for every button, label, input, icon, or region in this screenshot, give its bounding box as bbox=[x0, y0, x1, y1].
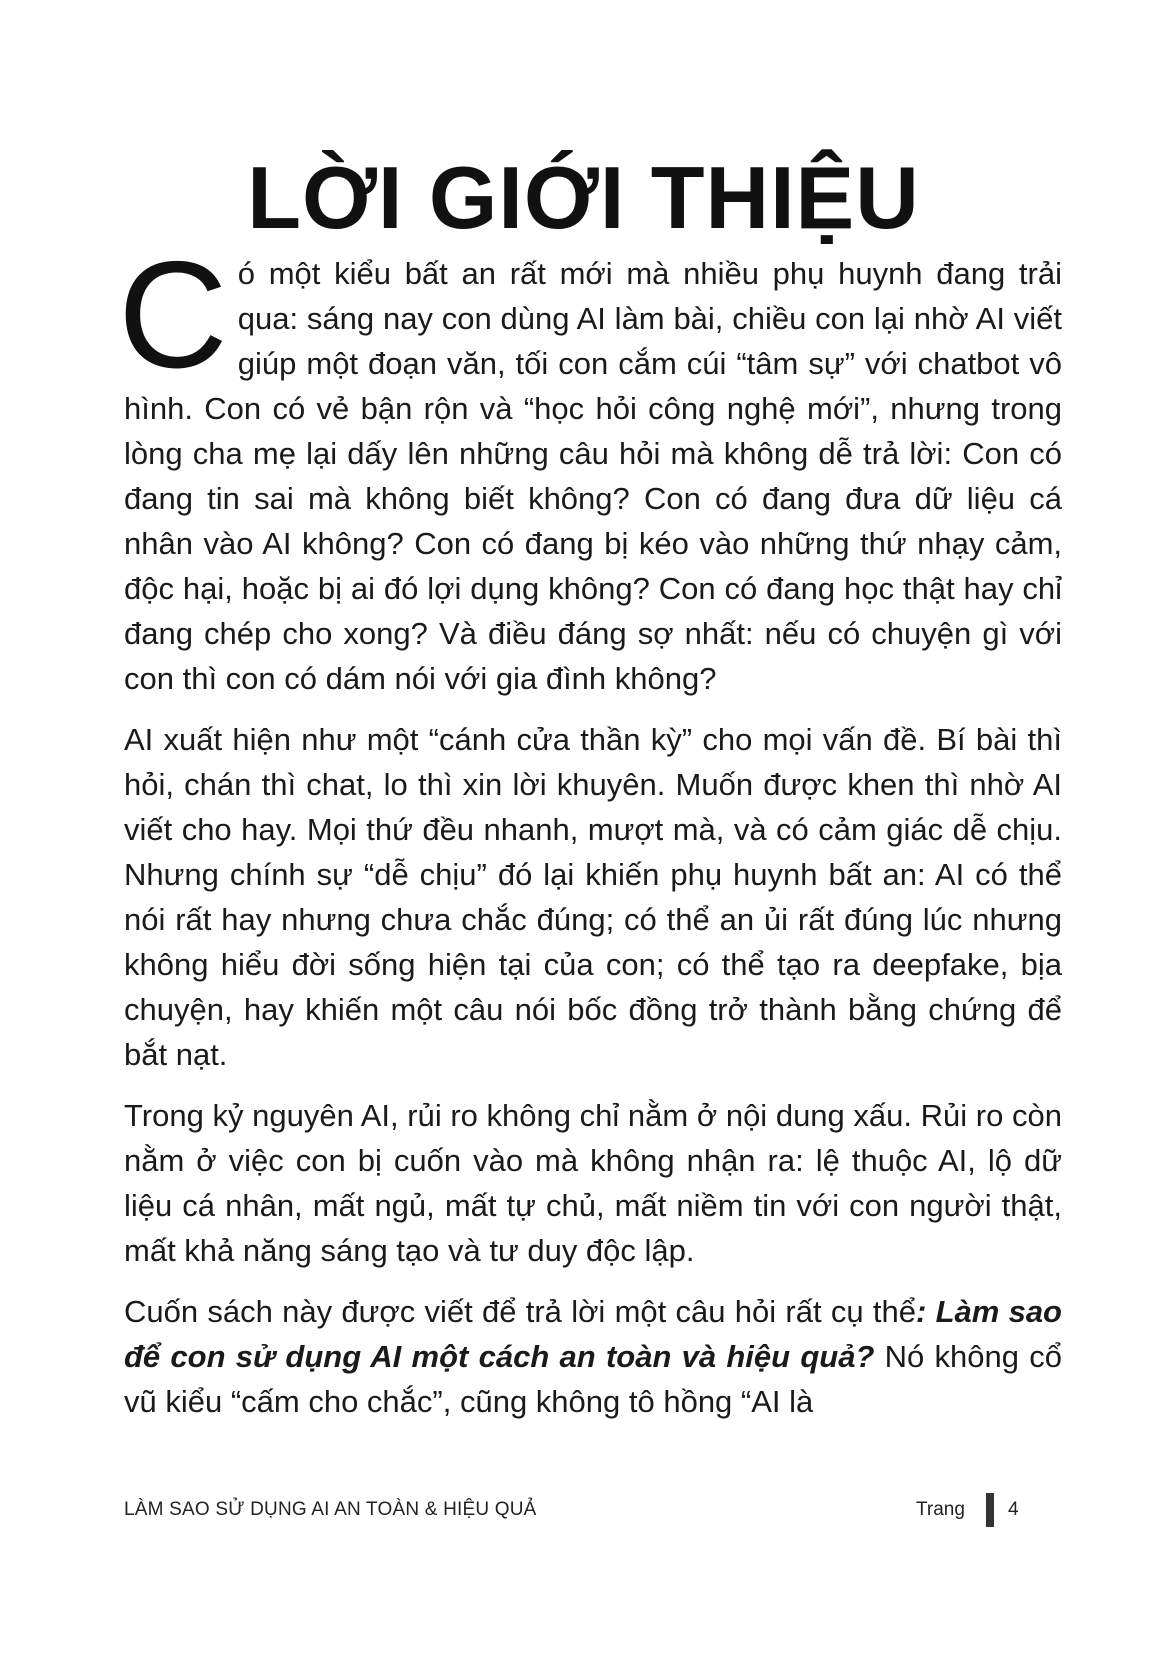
page-footer bbox=[124, 1493, 1019, 1527]
page-title: LỜI GIỚI THIỆU bbox=[247, 148, 920, 247]
paragraph-4 bbox=[124, 1289, 1062, 1424]
paragraph-4-end: Nó không cổ vũ kiểu “cấm cho chắc”, cũng không tô hồng “AI là bbox=[124, 1339, 1062, 1419]
footer-page-label: Trang bbox=[916, 1499, 965, 1520]
paragraph-4-emphasis: : Làm sao để con sử dụng AI một cách an toàn và hiệu quả? bbox=[124, 1294, 1062, 1374]
paragraph-1-text: ó một kiểu bất an rất mới mà nhiều phụ huynh đang trải qua: sáng nay con dùng AI làm bài, chiều con lại nhờ AI viết giúp một đoạn văn, tối con cắm cúi “tâm sự” với chatbot vô hình. Con có vẻ bận rộn và “học hỏi công nghệ mới”, nhưng trong lòng cha mẹ lại dấy lên những câu hỏi mà không dễ trả lời: Con có đang tin sai mà không biết không? Con có đang đưa dữ liệu cá nhân vào AI không? Con có đang bị kéo vào những thứ nhạy cảm, độc hại, hoặc bị ai đó lợi dụng không? Con có đang học thật hay chỉ đang chép cho xong? Và điều đáng sợ nhất: nếu có chuyện gì với con thì con có dám nói với gia đình không? bbox=[124, 256, 1062, 696]
footer-book-title: LÀM SAO SỬ DỤNG AI AN TOÀN & HIỆU QUẢ bbox=[124, 1499, 537, 1520]
footer-divider-bar bbox=[986, 1493, 994, 1527]
paragraph-1 bbox=[118, 230, 1062, 701]
paragraph-4-start: Cuốn sách này được viết để trả lời một câu hỏi rất cụ thể bbox=[124, 1294, 916, 1329]
paragraph-3: Trong kỷ nguyên AI, rủi ro không chỉ nằm ở nội dung xấu. Rủi ro còn nằm ở việc con bị cuốn vào mà không nhận ra: lệ thuộc AI, lộ dữ liệu cá nhân, mất ngủ, mất tự chủ, mất niềm tin với con người thật, mất khả năng sáng tạo và tư duy độc lập. bbox=[124, 1098, 1062, 1268]
body-text bbox=[118, 230, 1062, 1440]
paragraph-2: AI xuất hiện như một “cánh cửa thần kỳ” cho mọi vấn đề. Bí bài thì hỏi, chán thì chat, lo thì xin lời khuyên. Muốn được khen thì nhờ AI viết cho hay. Mọi thứ đều nhanh, mượt mà, và có cảm giác dễ chịu. Nhưng chính sự “dễ chịu” đó lại khiến phụ huynh bất an: AI có thể nói rất hay nhưng chưa chắc đúng; có thể an ủi rất đúng lúc nhưng không hiểu đời sống hiện tại của con; có thể tạo ra deepfake, bịa chuyện, hay khiến một câu nói bốc đồng trở thành bằng chứng để bắt nạt. bbox=[124, 722, 1062, 1072]
footer-page-number: 4 bbox=[1008, 1499, 1019, 1520]
drop-cap: C bbox=[118, 230, 228, 400]
